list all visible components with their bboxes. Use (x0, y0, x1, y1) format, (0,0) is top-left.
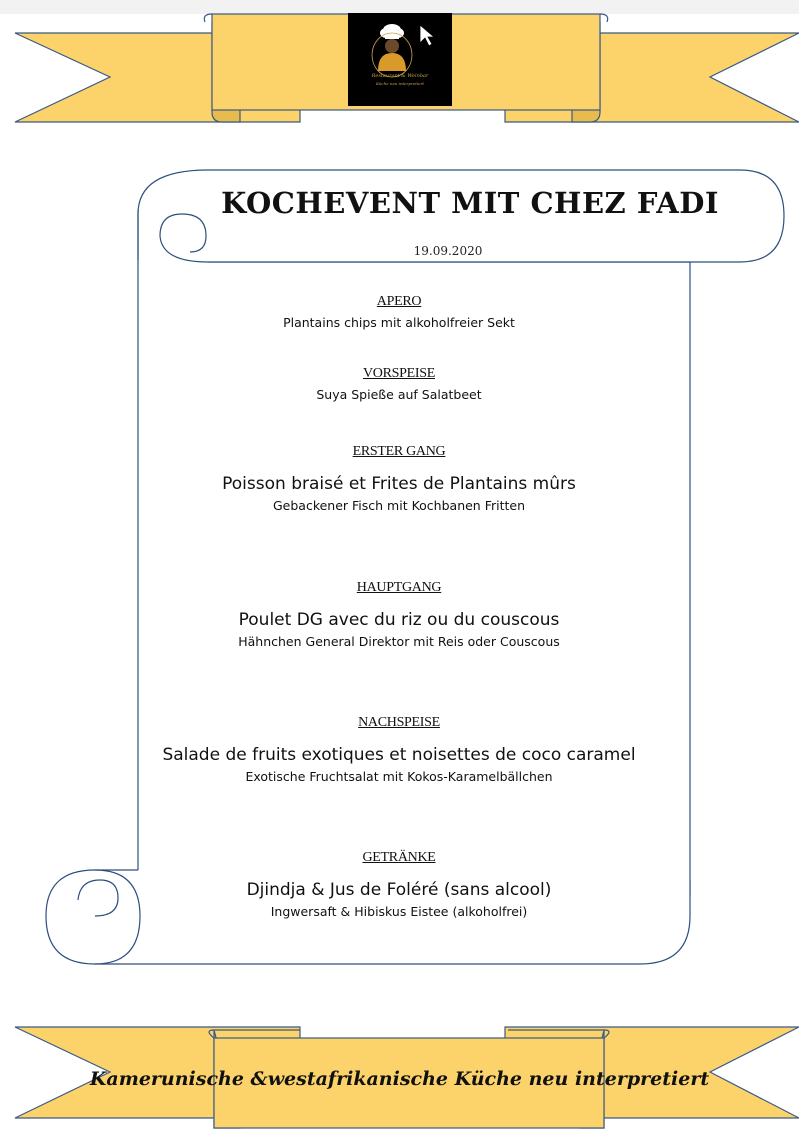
chef-icon (348, 13, 452, 106)
course-dish: Poulet DG avec du riz ou du couscous (238, 610, 560, 630)
event-date: 19.09.2020 (413, 244, 483, 258)
course-description: Exotische Fruchtsalat mit Kokos-Karamelbällchen (245, 769, 553, 784)
course-getraenke (140, 850, 658, 919)
course-apero (140, 294, 658, 330)
course-heading: APERO (376, 294, 422, 309)
restaurant-logo (348, 13, 452, 106)
course-erster-gang (140, 444, 658, 513)
logo-tagline: Küche neu interpretiert (375, 81, 425, 86)
course-dish: Salade de fruits exotiques et noisettes de coco caramel (162, 745, 636, 765)
course-heading: GETRÄNKE (362, 850, 436, 865)
menu-title: KOCHEVENT MIT CHEZ FADI (221, 186, 719, 220)
course-description: Hähnchen General Direktor mit Reis oder Couscous (238, 634, 560, 649)
course-heading: ERSTER GANG (352, 444, 446, 459)
course-nachspeise (140, 715, 658, 784)
course-hauptgang (140, 580, 658, 649)
course-description: Ingwersaft & Hibiskus Eistee (alkoholfrei) (270, 904, 528, 919)
logo-subtitle: Restaurant & Weinbar (371, 73, 429, 79)
course-heading: NACHSPEISE (358, 715, 440, 730)
course-description: Gebackener Fisch mit Kochbanen Fritten (272, 498, 526, 513)
footer-slogan: Kamerunische &westafrikanische Küche neu interpretiert (89, 1068, 710, 1090)
course-heading: HAUPTGANG (356, 580, 442, 595)
course-dish: Djindja & Jus de Foléré (sans alcool) (246, 880, 552, 900)
course-heading: VORSPEISE (363, 366, 435, 381)
course-vorspeise (140, 366, 658, 402)
course-description: Suya Spieße auf Salatbeet (316, 387, 482, 402)
course-description: Plantains chips mit alkoholfreier Sekt (283, 315, 515, 330)
cursor-icon (420, 25, 434, 46)
course-dish: Poisson braisé et Frites de Plantains mûrs (222, 474, 576, 494)
menu-scroll (46, 170, 784, 964)
